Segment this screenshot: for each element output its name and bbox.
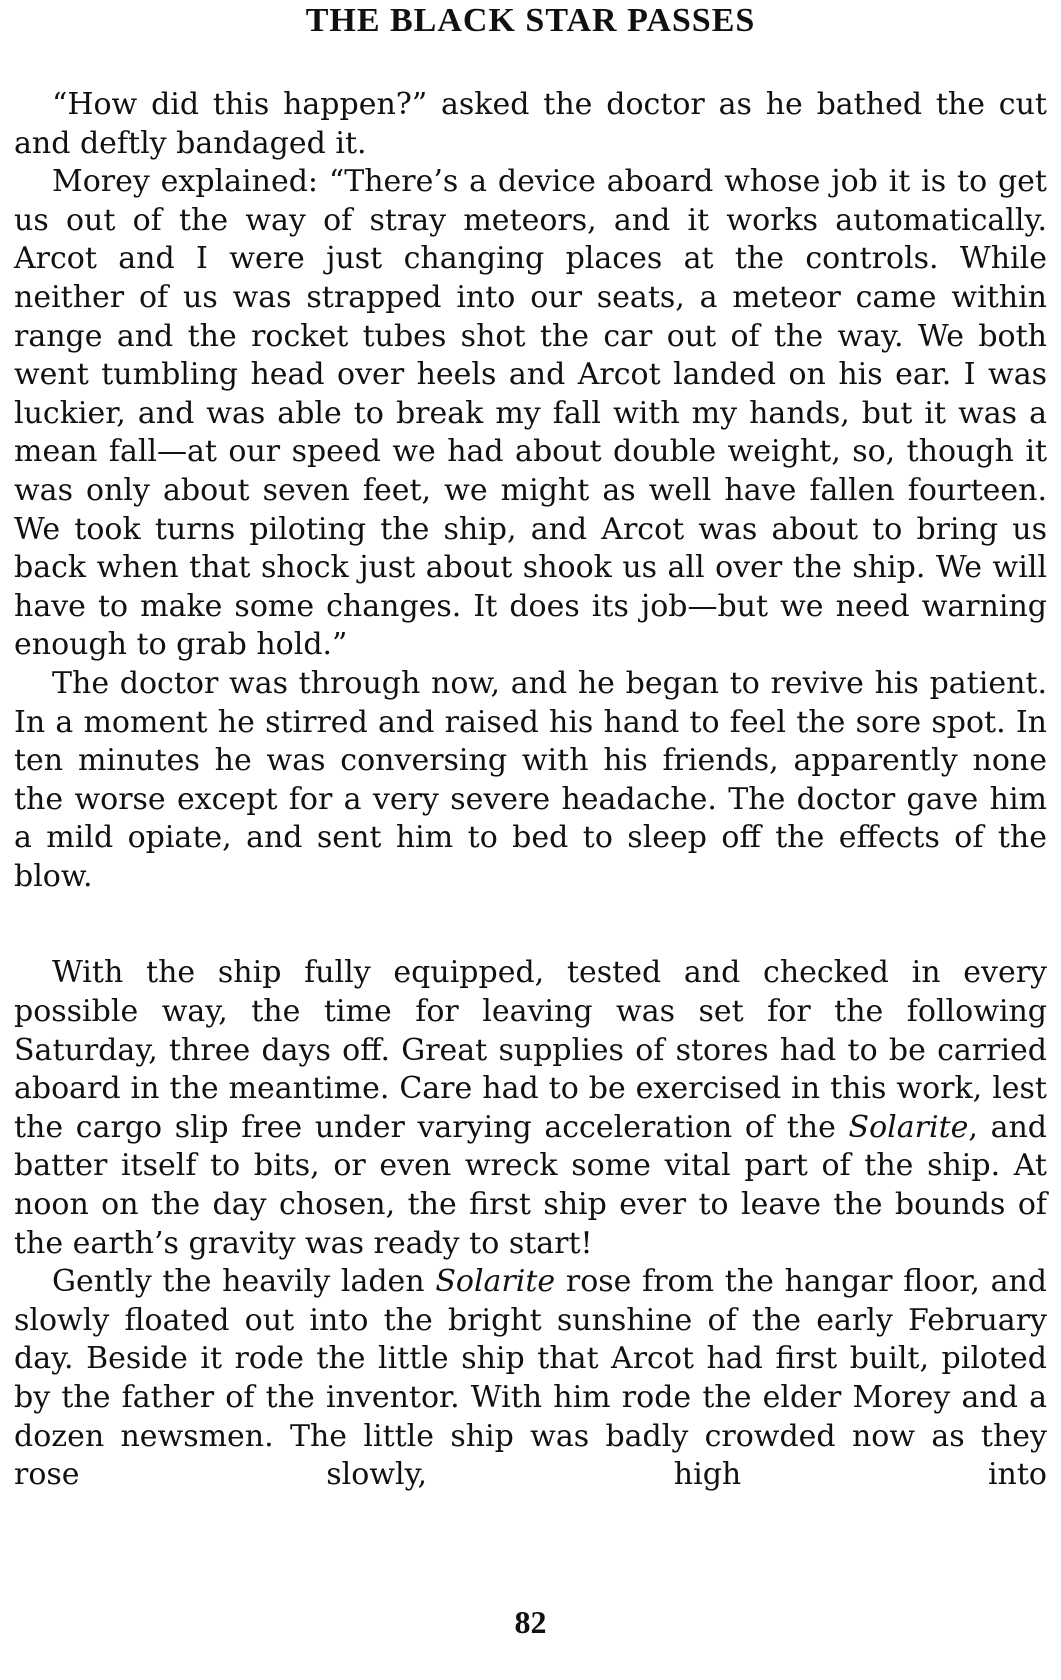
paragraph-5: Gently the heavily laden Solarite rose from the hangar floor, and slowly floated out into the bright sunshine of the early February day. Beside it rode the little ship that Arcot had first built, piloted by the father of the inventor. With him rode the elder Morey and a dozen newsmen. The little ship was badly crowded now as they rose slowly, high into [14,1264,1047,1493]
page-number: 82 [514,1604,547,1640]
paragraph-1: “How did this happen?” asked the doctor as he bathed the cut and deftly bandaged it. [14,87,1047,161]
book-page [14,0,1047,1680]
paragraph-4: With the ship fully equipped, tested and checked in every possible way, the time for leaving was set for the following Saturday, three days off. Great supplies of stores had to be carried aboard in the meantime. Care had to be exercised in this work, lest the cargo slip free under varying acceleration of the Solarite, and batter itself to bits, or even wreck some vital part of the ship. At noon on the day chosen, the first ship ever to leave the bounds of the earth’s gravity was ready to start! [14,955,1048,1261]
running-head: THE BLACK STAR PASSES [305,2,756,39]
ship-name: Solarite [848,1109,969,1145]
ship-name: Solarite [435,1264,556,1300]
paragraph-2: Morey explained: “There’s a device aboard whose job it is to get us out of the way of stray meteors, and it works automatically. Arcot and I were just changing places at the controls. While neither of us was strapped into our seats, a meteor came within range and the rocket tubes shot the car out of the way. We both went tumbling head over heels and Arcot landed on his ear. I was luckier, and was able to break my fall with my hands, but it was a mean fall—at our speed we had about double weight, so, though it was only about seven feet, we might as well have fallen fourteen. We took turns piloting the ship, and Arcot was about to bring us back when that shock just about shook us all over the ship. We will have to make some changes. It does its job—but we need warning enough to grab hold.” [14,164,1047,663]
page-body [14,86,1047,1495]
section-break [14,896,1047,954]
paragraph-3: The doctor was through now, and he began to revive his patient. In a moment he stirred and raised his hand to feel the sore spot. In ten minutes he was conversing with his friends, apparently none the worse except for a very severe headache. The doctor gave him a mild opiate, and sent him to bed to sleep off the effects of the blow. [14,665,1047,894]
